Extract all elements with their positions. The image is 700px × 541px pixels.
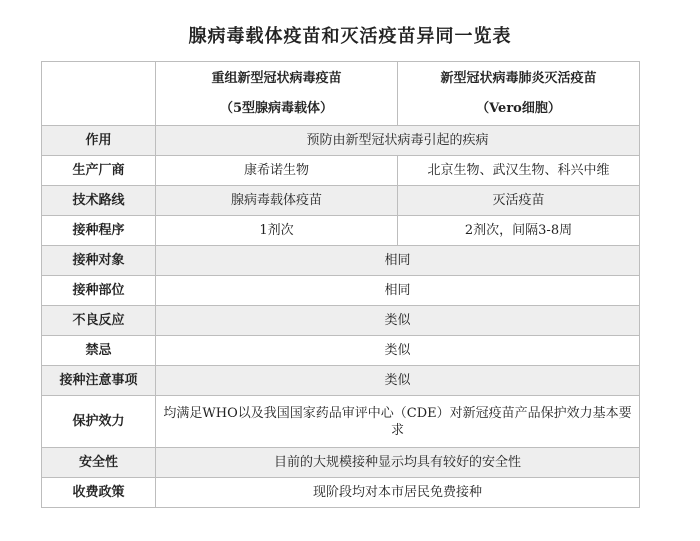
table-row [42, 216, 640, 246]
table-row [42, 126, 640, 156]
table-row [42, 366, 640, 396]
table-row [42, 246, 640, 276]
row-merged-value: 相同 [156, 246, 640, 276]
row-label: 接种对象 [42, 246, 156, 276]
table-row [42, 306, 640, 336]
row-label: 生产厂商 [42, 156, 156, 186]
row-label: 接种部位 [42, 276, 156, 306]
row-merged-value: 预防由新型冠状病毒引起的疾病 [156, 126, 640, 156]
row-merged-value: 现阶段均对本市居民免费接种 [156, 478, 640, 508]
row-merged-value: 类似 [156, 336, 640, 366]
row-merged-value: 类似 [156, 306, 640, 336]
header-col2-subtitle: （Vero细胞） [476, 100, 561, 116]
row-label: 作用 [42, 126, 156, 156]
row-label: 保护效力 [42, 396, 156, 448]
row-label: 技术路线 [42, 186, 156, 216]
page-title: 腺病毒载体疫苗和灭活疫苗异同一览表 [188, 26, 512, 47]
row-label: 禁忌 [42, 336, 156, 366]
row-label: 安全性 [42, 448, 156, 478]
table-row [42, 448, 640, 478]
row-col1-value: 腺病毒载体疫苗 [156, 186, 398, 216]
header-col1-subtitle: （5型腺病毒载体） [219, 100, 334, 116]
table-row [42, 478, 640, 508]
row-col2-value: 2剂次，间隔3-8周 [398, 216, 640, 246]
row-merged-value: 相同 [156, 276, 640, 306]
row-merged-value: 目前的大规模接种显示均具有较好的安全性 [156, 448, 640, 478]
row-col1-value: 康希诺生物 [156, 156, 398, 186]
header-corner-cell [42, 62, 156, 126]
row-label: 接种注意事项 [42, 366, 156, 396]
header-inactivated-vaccine [398, 62, 640, 126]
header-col1-name: 重组新型冠状病毒疫苗 [211, 70, 342, 86]
row-col1-value: 1剂次 [156, 216, 398, 246]
row-merged-value: 类似 [156, 366, 640, 396]
table-row [42, 156, 640, 186]
table-row [42, 336, 640, 366]
header-adenovirus-vaccine [156, 62, 398, 126]
table-row [42, 276, 640, 306]
row-merged-value: 均满足WHO以及我国国家药品审评中心（CDE）对新冠疫苗产品保护效力基本要求 [156, 396, 640, 448]
row-label: 不良反应 [42, 306, 156, 336]
table-row [42, 186, 640, 216]
table-header-row [42, 62, 640, 126]
table-row [42, 396, 640, 448]
row-col2-value: 灭活疫苗 [398, 186, 640, 216]
row-label: 收费政策 [42, 478, 156, 508]
comparison-table [41, 61, 640, 508]
row-label: 接种程序 [42, 216, 156, 246]
header-col2-name: 新型冠状病毒肺炎灭活疫苗 [440, 70, 597, 86]
row-col2-value: 北京生物、武汉生物、科兴中维 [398, 156, 640, 186]
